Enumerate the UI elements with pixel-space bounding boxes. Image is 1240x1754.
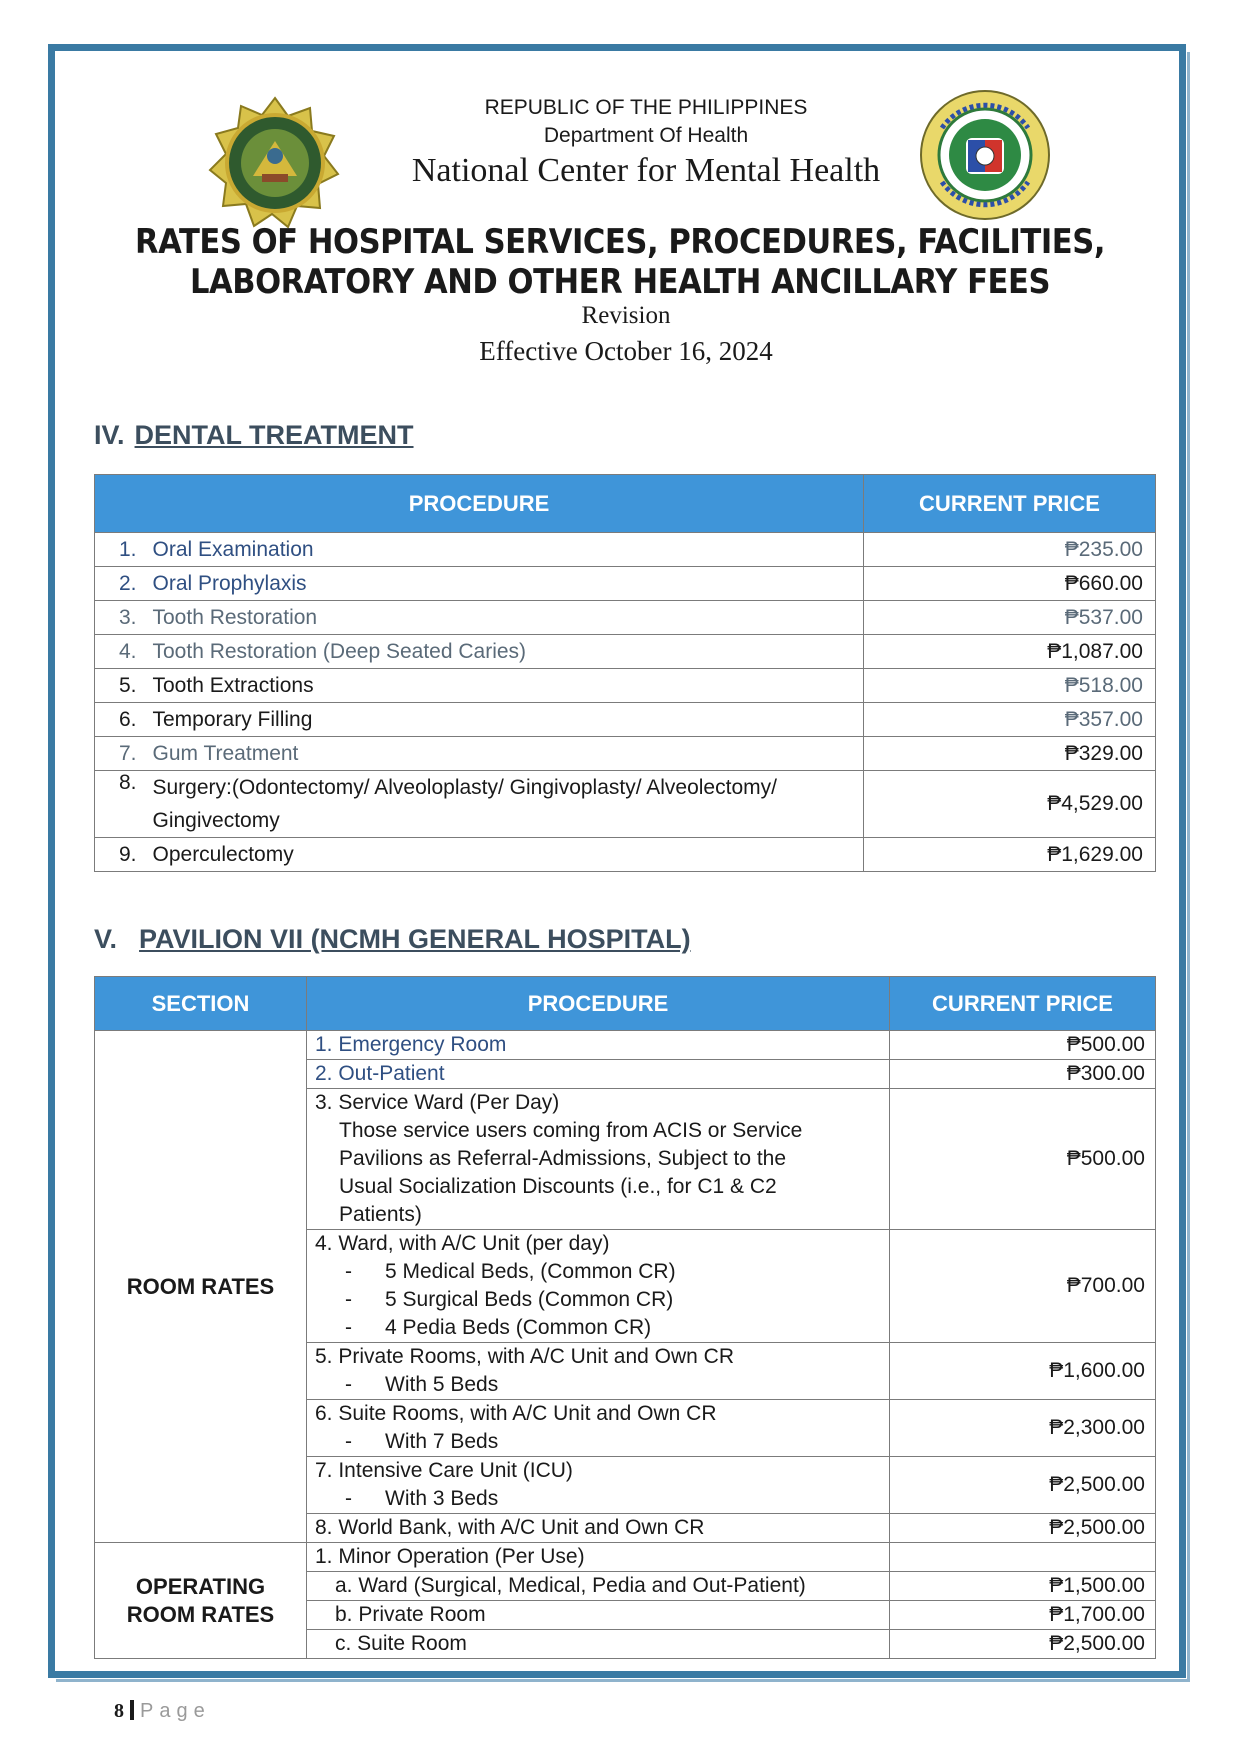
table-row: [95, 771, 1156, 838]
table-row: [95, 703, 1156, 737]
section-room-rates: ROOM RATES: [95, 1031, 307, 1543]
row-number: 4.: [95, 635, 153, 669]
price: ₱1,700.00: [890, 1601, 1156, 1630]
document-title: [62, 222, 1178, 302]
procedure-name: 7. Intensive Care Unit (ICU): [315, 1459, 573, 1482]
price: ₱329.00: [864, 737, 1156, 771]
price: ₱2,500.00: [890, 1514, 1156, 1543]
page-number: 8: [114, 1700, 124, 1722]
row-number: 8.: [95, 771, 153, 838]
dental-section-title: DENTAL TREATMENT: [134, 420, 414, 450]
col-procedure: PROCEDURE: [307, 977, 890, 1031]
header-center-name: National Center for Mental Health: [411, 152, 881, 189]
document-title-line1: RATES OF HOSPITAL SERVICES, PROCEDURES, FACILITIES,: [134, 222, 1106, 262]
row-number: 3.: [95, 601, 153, 635]
bullet-item: - With 5 Beds: [315, 1371, 881, 1399]
procedure-name: Operculectomy: [153, 838, 864, 872]
price: ₱357.00: [864, 703, 1156, 737]
row-number: 6.: [95, 703, 153, 737]
table-row: [95, 1031, 1156, 1060]
price: ₱300.00: [890, 1060, 1156, 1089]
table-row: [95, 1543, 1156, 1572]
procedure-name: Tooth Extractions: [153, 669, 864, 703]
price: ₱1,500.00: [890, 1572, 1156, 1601]
price: ₱4,529.00: [864, 771, 1156, 838]
procedure-name-line2: Gingivectomy: [152, 809, 280, 832]
procedure-name: 2. Out-Patient: [307, 1060, 890, 1089]
procedure-name: Tooth Restoration: [153, 601, 864, 635]
pavilion-section-title: PAVILION VII (NCMH GENERAL HOSPITAL): [139, 924, 691, 954]
price: ₱500.00: [890, 1031, 1156, 1060]
procedure-name: Tooth Restoration (Deep Seated Caries): [153, 635, 864, 669]
bullet-item: - With 7 Beds: [315, 1428, 881, 1456]
col-section: SECTION: [95, 977, 307, 1031]
procedure-name: 3. Service Ward (Per Day): [315, 1091, 560, 1114]
bullet-item: - 4 Pedia Beds (Common CR): [315, 1314, 881, 1342]
table-row: [95, 737, 1156, 771]
procedure-cell: [307, 1400, 890, 1457]
price: ₱660.00: [864, 567, 1156, 601]
row-number: 1.: [95, 533, 153, 567]
bullet-item: - 5 Surgical Beds (Common CR): [315, 1286, 881, 1314]
page-label: Page: [140, 1700, 211, 1722]
procedure-cell: [307, 1630, 890, 1659]
footer-divider: [130, 1700, 134, 1720]
price: ₱537.00: [864, 601, 1156, 635]
table-row: [95, 635, 1156, 669]
procedure-cell: [307, 1601, 890, 1630]
pavilion-section-numeral: V.: [94, 924, 118, 954]
section-operating-room-rates: [95, 1543, 307, 1659]
procedure-name: Oral Examination: [153, 533, 864, 567]
procedure-name: b. Private Room: [335, 1603, 486, 1626]
procedure-detail: Pavilions as Referral-Admissions, Subject to the: [339, 1147, 787, 1170]
procedure-name: [153, 771, 864, 838]
procedure-name: 6. Suite Rooms, with A/C Unit and Own CR: [315, 1402, 717, 1425]
col-procedure: PROCEDURE: [95, 475, 864, 533]
price: ₱2,500.00: [890, 1630, 1156, 1659]
pavilion-rates-table: [94, 976, 1156, 1659]
procedure-detail: Usual Socialization Discounts (i.e., for C1 & C2: [339, 1175, 777, 1198]
procedure-name: 5. Private Rooms, with A/C Unit and Own CR: [315, 1345, 734, 1368]
procedure-cell: [307, 1457, 890, 1514]
page-footer: [114, 1700, 211, 1723]
price: ₱1,087.00: [864, 635, 1156, 669]
procedure-name-line1: Surgery:(Odontectomy/ Alveoloplasty/ Gingivoplasty/ Alveolectomy/: [152, 776, 777, 799]
header-department: Department Of Health: [543, 124, 749, 147]
table-header-row: [95, 475, 1156, 533]
procedure-cell: [307, 1230, 890, 1343]
procedure-cell: [307, 1572, 890, 1601]
procedure-cell: [307, 1343, 890, 1400]
procedure-name: 1. Emergency Room: [307, 1031, 890, 1060]
price: ₱235.00: [864, 533, 1156, 567]
dental-rates-table: [94, 474, 1156, 872]
dental-section-numeral: IV.: [94, 420, 125, 450]
price: ₱500.00: [890, 1089, 1156, 1230]
price: ₱2,300.00: [890, 1400, 1156, 1457]
price: ₱700.00: [890, 1230, 1156, 1343]
procedure-cell: [307, 1089, 890, 1230]
dental-section-heading: [94, 420, 414, 451]
procedure-name: Gum Treatment: [153, 737, 864, 771]
effective-date: Effective October 16, 2024: [479, 336, 773, 366]
price: ₱2,500.00: [890, 1457, 1156, 1514]
section-label-line2: ROOM RATES: [126, 1601, 275, 1627]
col-current-price: CURRENT PRICE: [890, 977, 1156, 1031]
table-row: [95, 838, 1156, 872]
procedure-name: Temporary Filling: [153, 703, 864, 737]
document-title-line2: LABORATORY AND OTHER HEALTH ANCILLARY FEES: [189, 262, 1051, 302]
procedure-name: a. Ward (Surgical, Medical, Pedia and Out-Patient): [335, 1574, 806, 1597]
procedure-name: 4. Ward, with A/C Unit (per day): [315, 1232, 610, 1255]
row-number: 9.: [95, 838, 153, 872]
procedure-name: c. Suite Room: [335, 1632, 467, 1655]
price-empty: [890, 1543, 1156, 1572]
row-number: 7.: [95, 737, 153, 771]
row-number: 5.: [95, 669, 153, 703]
header-republic: REPUBLIC OF THE PHILIPPINES: [484, 96, 808, 119]
price: ₱1,600.00: [890, 1343, 1156, 1400]
procedure-name: 1. Minor Operation (Per Use): [307, 1543, 890, 1572]
revision-label: Revision: [581, 302, 671, 329]
table-row: [95, 669, 1156, 703]
procedure-name: 8. World Bank, with A/C Unit and Own CR: [307, 1514, 890, 1543]
table-row: [95, 567, 1156, 601]
bullet-item: - 5 Medical Beds, (Common CR): [315, 1258, 881, 1286]
price: ₱518.00: [864, 669, 1156, 703]
table-header-row: [95, 977, 1156, 1031]
row-number: 2.: [95, 567, 153, 601]
table-row: [95, 601, 1156, 635]
bullet-item: - With 3 Beds: [315, 1485, 881, 1513]
col-current-price: CURRENT PRICE: [864, 475, 1156, 533]
section-label-line1: OPERATING: [135, 1573, 266, 1599]
pavilion-section-heading: [94, 924, 691, 955]
procedure-detail: Patients): [339, 1203, 422, 1226]
procedure-detail: Those service users coming from ACIS or Service: [339, 1119, 803, 1142]
procedure-name: Oral Prophylaxis: [153, 567, 864, 601]
price: ₱1,629.00: [864, 838, 1156, 872]
table-row: [95, 533, 1156, 567]
